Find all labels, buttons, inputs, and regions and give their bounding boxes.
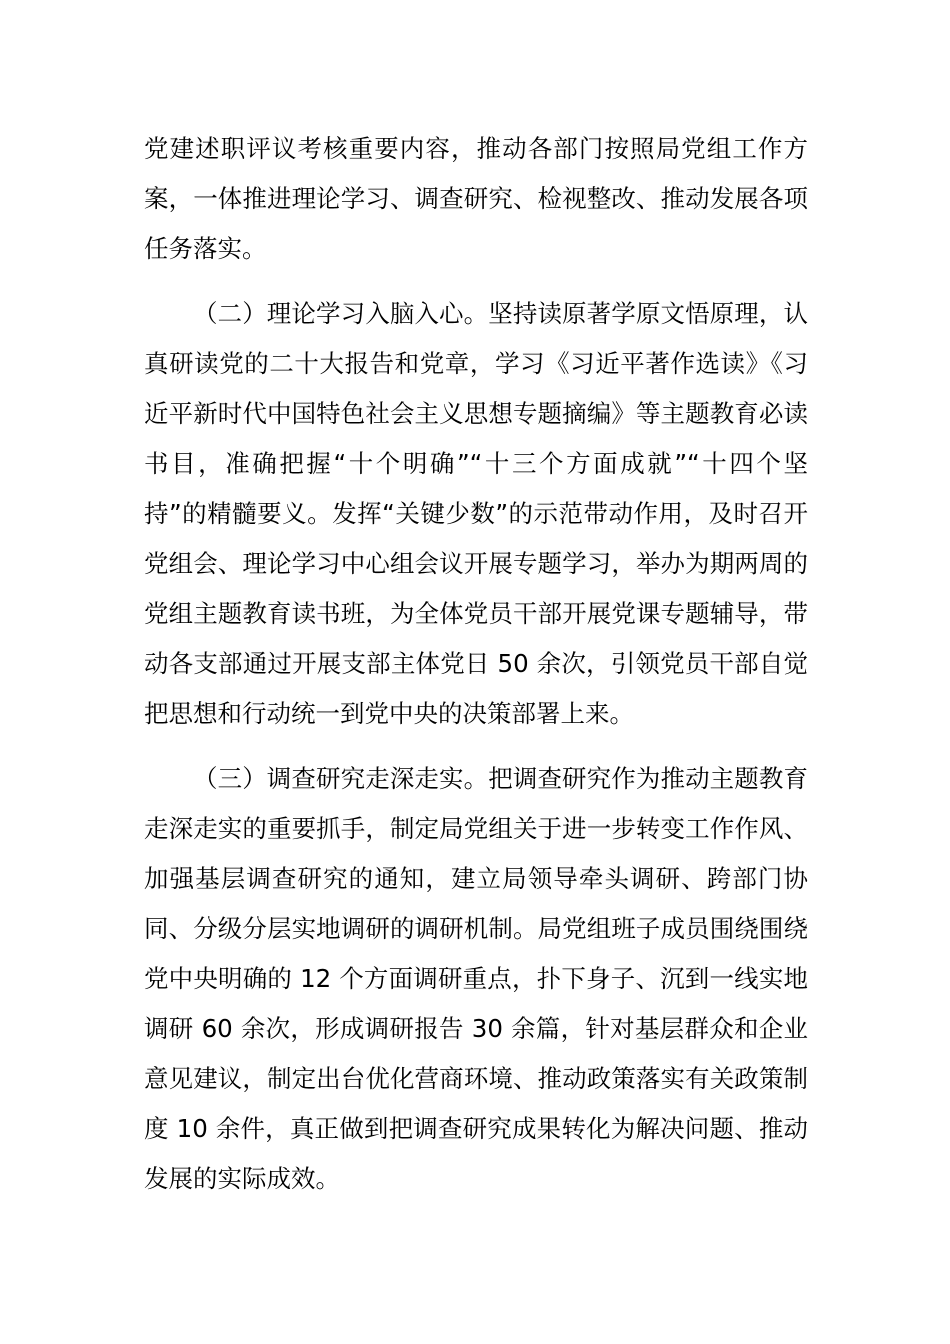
paragraph-theory-study: （二）理论学习入脑入心。坚持读原著学原文悟原理，认真研读党的二十大报告和党章，学习《习近平著作选读》《习近平新时代中国特色社会主义思想专题摘编》等主题教育必读书目，准确把握“十个明确”“十三个方面成就”“十四个坚持”的精髓要义。发挥“关键少数”的示范带动作用，及时召开党组会、理论学习中心组会议开展专题学习，举办为期两周的党组主题教育读书班，为全体党员干部开展党课专题辅导，带动各支部通过开展支部主体党日 50 余次，引领党员干部自觉把思想和行动统一到党中央的决策部署上来。: [144, 299, 808, 728]
paragraph-continuation: 党建述职评议考核重要内容，推动各部门按照局党组工作方案，一体推进理论学习、调查研究、检视整改、推动发展各项任务落实。: [144, 134, 808, 263]
paragraph-investigation-research: （三）调查研究走深走实。把调查研究作为推动主题教育走深走实的重要抓手，制定局党组关于进一步转变工作作风、加强基层调查研究的通知，建立局领导牵头调研、跨部门协同、分级分层实地调研的调研机制。局党组班子成员围绕围绕党中央明确的 12 个方面调研重点，扑下身子、沉到一线实地调研 60 余次，形成调研报告 30 余篇，针对基层群众和企业意见建议，制定出台优化营商环境、推动政策落实有关政策制度 10 余件，真正做到把调查研究成果转化为解决问题、推动发展的实际成效。: [144, 764, 808, 1193]
document-body: [144, 124, 808, 1204]
